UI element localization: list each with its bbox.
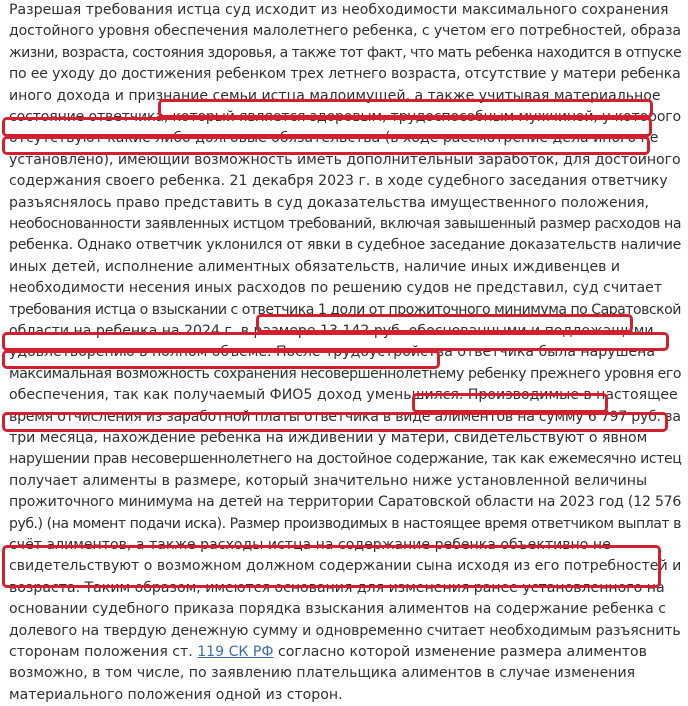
text-line: жизни, возраста, состояния здоровья, а также тот факт, что мать ребенка находится в отпуске (9, 44, 682, 61)
text-line: три месяца, нахождение ребенка на иждивении у матери, свидетельствуют о явном (9, 430, 648, 446)
text-line: нарушении прав несовершеннолетнего на достойное содержание, так как ежемесячно истец (9, 451, 682, 468)
text-line: основании судебного приказа порядка взыскания алиментов на содержание ребенка с (9, 601, 667, 618)
text-line: обеспечения, так как получаемый ФИО5 доход уменьшился. Производимые в настоящее (9, 387, 678, 404)
link-line-prefix: сторонам положения ст. (9, 644, 198, 660)
text-line: свидетельствуют о возможном должном содержании сына исходя из его потребностей и (9, 558, 682, 575)
text-line: иного дохода и признание семьи истца малоимущей, а также учитывая материальное (9, 87, 661, 104)
text-line: удовлетворению в полном объеме. После трудоустройства ответчика была нарушена (9, 344, 655, 361)
text-line: разъяснялось право представить в суд доказательства имущественного положения, (9, 194, 650, 211)
text-line: руб.) (на момент подачи иска). Размер производимых в настоящее время ответчиком выплат в (9, 515, 681, 532)
text-line: по ее уходу до достижения ребенком трех летнего возраста, отсутствие у матери ребенка (9, 66, 681, 83)
text-line: состояние ответчика, который является здоровым, трудоспособным мужчиной, у которого (9, 109, 682, 125)
text-line: отсутствуют какие либо долговые обязательства (в ходе рассмотрение дела иного не (9, 130, 659, 147)
text-line: ребенка. Однако ответчик уклонился от явки в судебное заседание доказательств наличие (9, 237, 682, 254)
text-line: получает алименты в размере, который значительно ниже установленной величины (9, 472, 648, 489)
text-line: возможно, в том числе, по заявлению плательщика алиментов в случае изменения (9, 665, 636, 682)
text-line: области на ребенка на 2024 г. в размере 13 142 руб. обоснованными и подлежащими (9, 323, 654, 339)
text-line-with-link (9, 642, 647, 663)
text-line: счёт алиментов, а также расходы истца на содержание ребенка объективно не (9, 537, 611, 553)
link-line-suffix: согласно которой изменение размера алиментов (273, 644, 647, 660)
text-line: материального положения одной из сторон. (9, 686, 343, 703)
text-line: достойного уровня обеспечения малолетнего ребенка, с учетом его потребностей, образа (9, 23, 681, 40)
text-line: возраста. Таким образом, имеются основания для изменения ранее установленного на (9, 579, 665, 596)
text-line: максимальная возможность сохранения несовершеннолетнему ребенку прежнего уровня его (9, 365, 682, 382)
text-line: необоснованности заявленных истцом требований, включая завышенный размер расходов на (9, 216, 682, 232)
text-line: долевого на твердую денежную сумму и одновременно считает необходимым разъяснить (9, 622, 681, 639)
text-line: требования истца о взыскании с ответчика 1 доли от прожиточного минимума по Саратовской (9, 301, 681, 318)
text-line: время отчисления из заработной платы ответчика в виде алиментов на сумму 6 797 руб. за (9, 408, 681, 425)
text-line: установлено), имеющий возможность иметь дополнительный заработок, для достойного (9, 151, 681, 168)
text-line: Разрешая требования истца суд исходит из необходимости максимального сохранения (9, 2, 669, 18)
text-line: содержания своего ребенка. 21 декабря 2023 г. в ходе судебного заседания ответчику (9, 173, 668, 190)
text-line: прожиточного минимума на детей на территории Саратовской области на 2023 год (12 576 (9, 494, 682, 511)
law-article-link[interactable]: 119 СК РФ (197, 644, 274, 660)
text-line: необходимости несения иных расходов по решению судов не представил, суд считает (9, 280, 663, 297)
text-line: иных детей, исполнение алиментных обязательств, наличие иных иждивенцев и (9, 258, 621, 275)
